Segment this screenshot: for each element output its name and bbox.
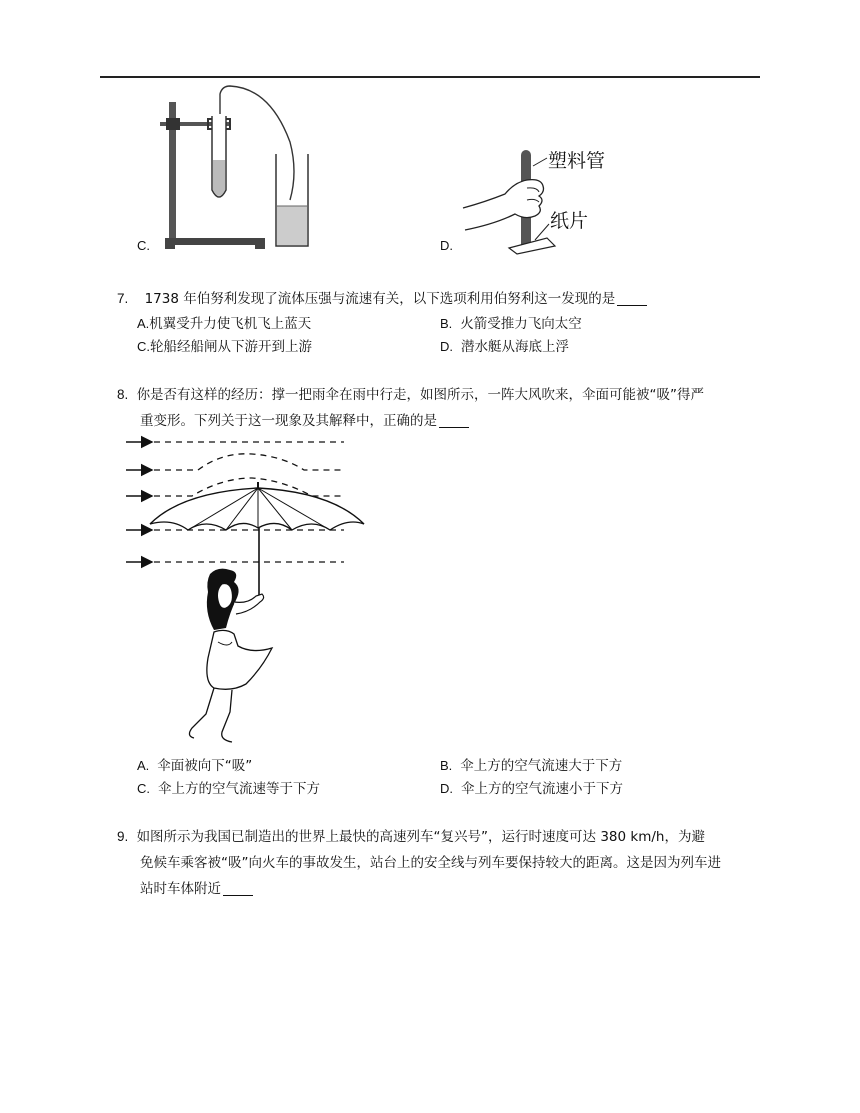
option-text: 伞上方的空气流速小于下方 (461, 781, 623, 797)
question-9-line2 (140, 853, 721, 873)
option-letter: A. (137, 758, 150, 773)
q7-option-a[interactable] (137, 314, 311, 334)
question-9-line3 (140, 879, 253, 899)
option-c-apparatus-figure (150, 82, 320, 254)
answer-blank[interactable] (223, 881, 253, 896)
umbrella-airflow-figure (122, 432, 372, 752)
q8-option-c[interactable] (137, 779, 320, 799)
question-9-number: 9. (117, 829, 129, 844)
question-8-text-2: 重变形。下列关于这一现象及其解释中，正确的是 (140, 413, 437, 429)
option-letter: D. (440, 781, 453, 796)
question-8-stem-line2 (140, 411, 469, 431)
paper-label: 纸片 (550, 210, 589, 232)
option-letter: B. (440, 316, 453, 331)
answer-blank[interactable] (439, 413, 469, 428)
option-text: 伞上方的空气流速等于下方 (158, 781, 320, 797)
question-9-text-2: 免候车乘客被“吸”向火车的事故发生，站台上的安全线与列车要保持较大的距离。这是因为列车进 (140, 855, 721, 871)
question-9-text: 如图所示为我国已制造出的世界上最快的高速列车“复兴号”，运行时速度可达 380 km/h，为避 (136, 829, 705, 845)
option-text: 轮船经船闸从下游开到上游 (150, 339, 312, 355)
question-8-text: 你是否有这样的经历：撑一把雨伞在雨中行走，如图所示，一阵大风吹来，伞面可能被“吸”得严 (136, 387, 705, 403)
option-text: 火箭受推力飞向太空 (460, 316, 582, 332)
q8-option-a[interactable] (137, 756, 252, 776)
q8-option-d[interactable] (440, 779, 623, 799)
option-c-letter: C. (137, 238, 150, 253)
question-7-number: 7. (117, 291, 129, 306)
question-7-stem (117, 289, 647, 309)
question-7-text: 1738 年伯努利发现了流体压强与流速有关，以下选项利用伯努利这一发现的是 (144, 291, 616, 307)
q7-option-c[interactable] (137, 337, 312, 357)
option-letter: B. (440, 758, 453, 773)
tube-label: 塑料管 (548, 150, 606, 172)
question-8-number: 8. (117, 387, 129, 402)
option-letter: A. (137, 316, 150, 331)
option-text: 伞面被向下“吸” (157, 758, 253, 774)
option-letter: C. (137, 781, 150, 796)
option-d-letter: D. (440, 238, 453, 253)
option-letter: C. (137, 339, 150, 354)
answer-blank[interactable] (617, 291, 647, 306)
option-text: 潜水艇从海底上浮 (461, 339, 569, 355)
q7-option-b[interactable] (440, 314, 582, 334)
option-letter: D. (440, 339, 453, 354)
question-9-text-3: 站时车体附近 (140, 881, 221, 897)
q7-option-d[interactable] (440, 337, 569, 357)
question-9-line1 (117, 827, 705, 847)
question-8-stem-line1 (117, 385, 704, 405)
header-rule (100, 76, 760, 78)
option-text: 伞上方的空气流速大于下方 (460, 758, 623, 774)
q8-option-b[interactable] (440, 756, 622, 776)
option-text: 机翼受升力使飞机飞上蓝天 (149, 316, 312, 332)
